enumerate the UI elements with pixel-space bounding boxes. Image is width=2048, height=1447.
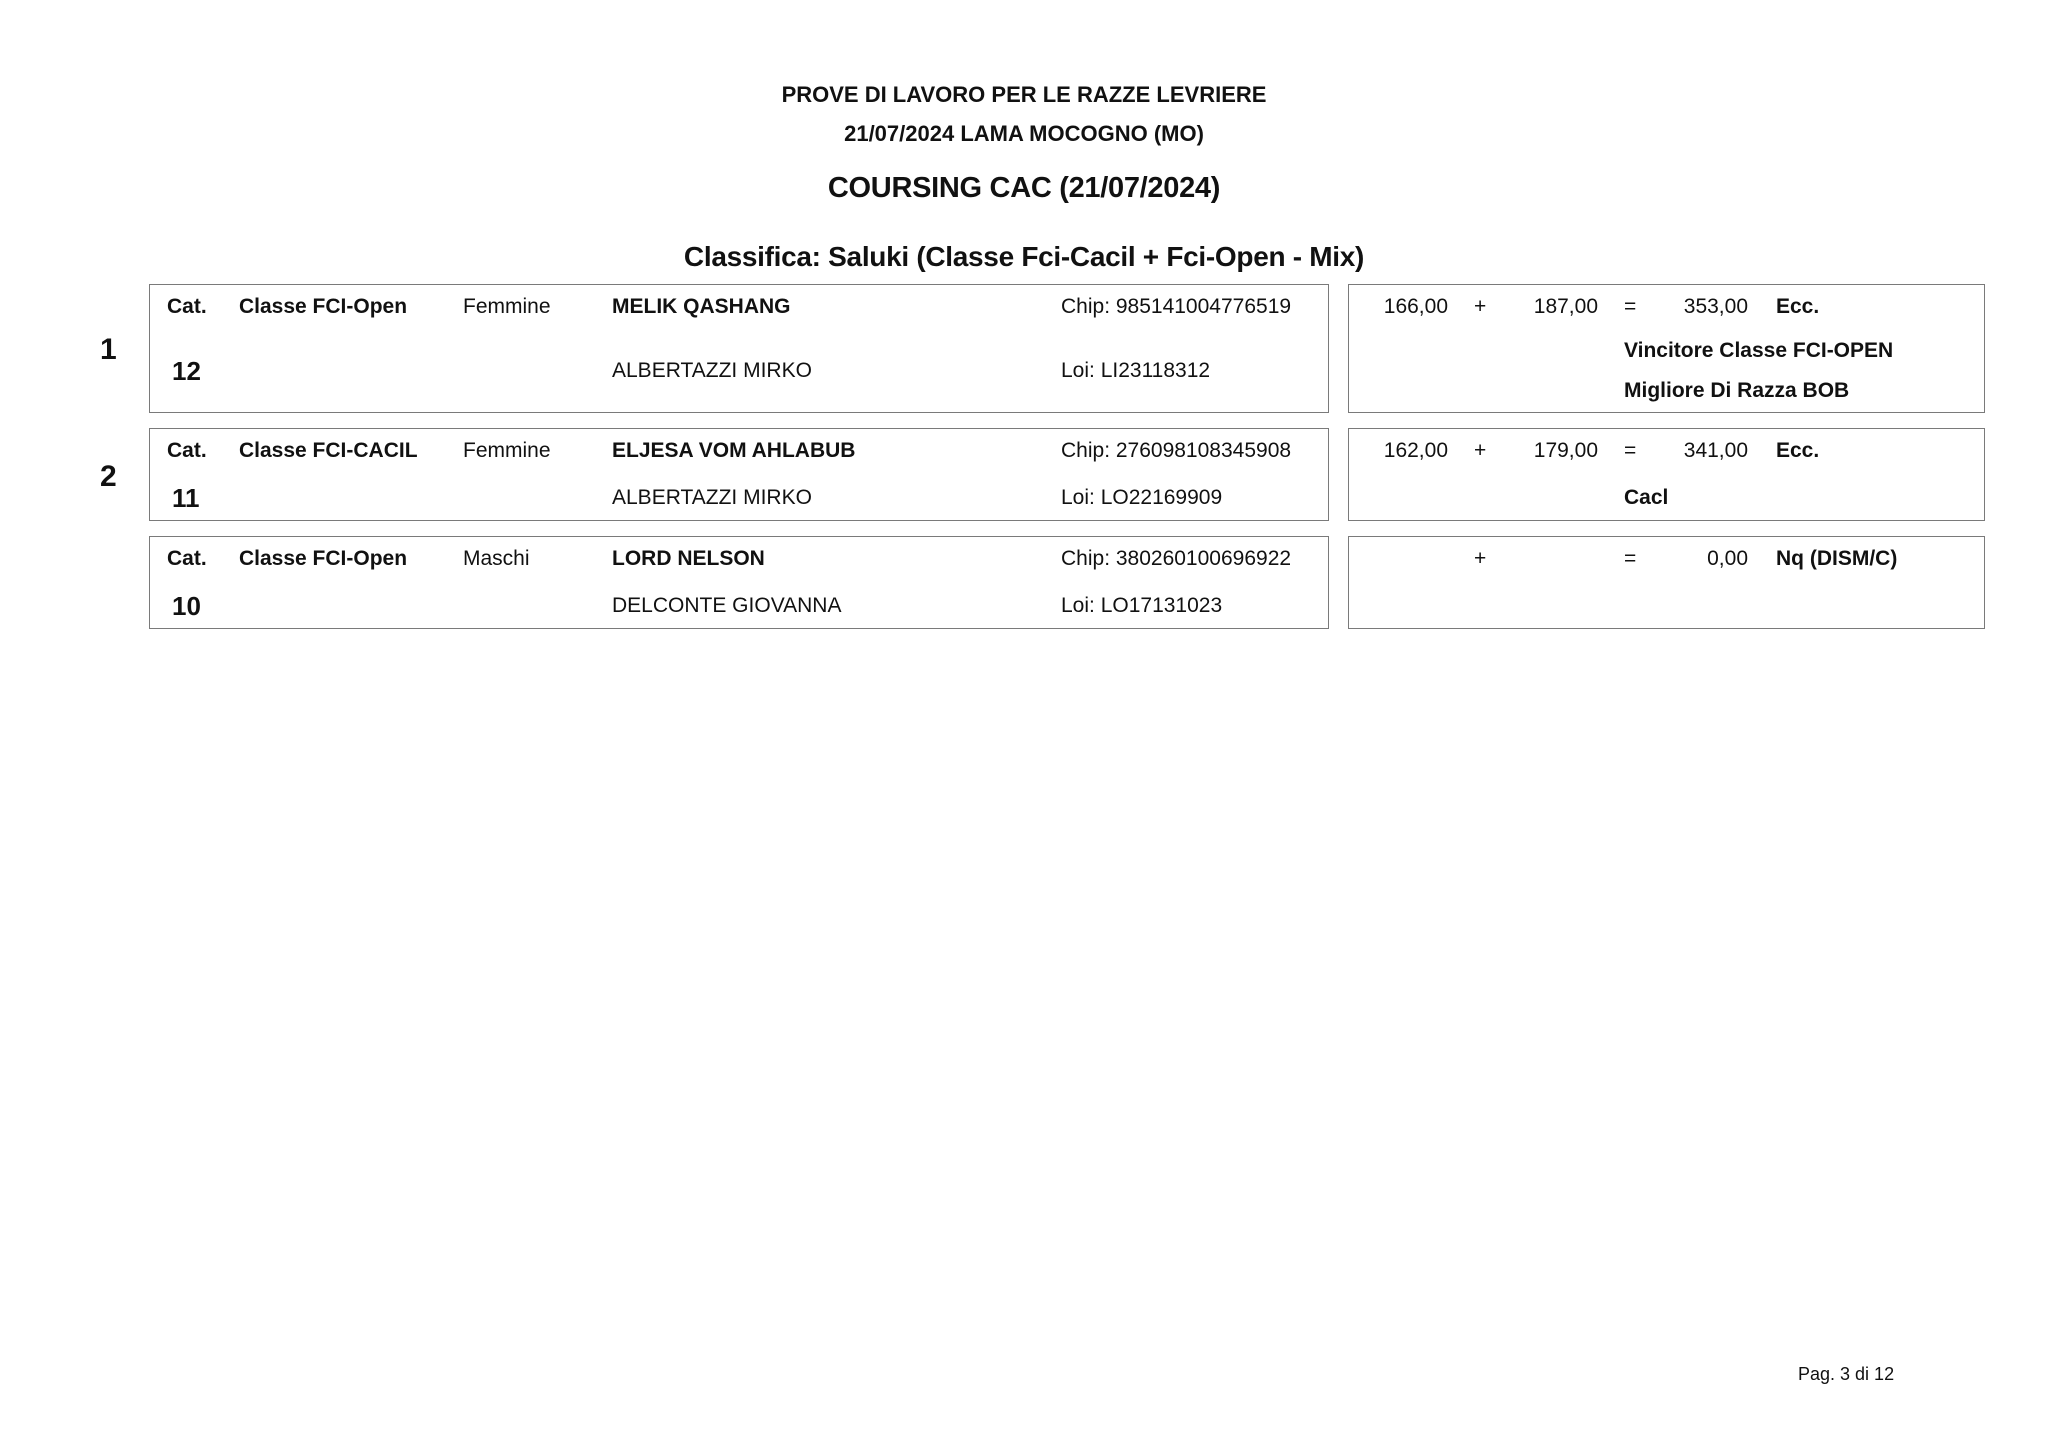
cat-label: Cat. (167, 439, 207, 462)
award: Cacl (1624, 486, 1669, 509)
event-date-location: 21/07/2024 LAMA MOCOGNO (MO) (844, 121, 1204, 146)
score-1: 166,00 (1383, 295, 1448, 318)
cat-label: Cat. (167, 547, 207, 570)
loi-number: Loi: LO17131023 (1061, 594, 1223, 617)
ranking-title: Classifica: Saluki (Classe Fci-Cacil + Fci-Open - Mix) (683, 241, 1365, 272)
chip-number: Chip: 380260100696922 (1061, 547, 1292, 570)
owner-name: ALBERTAZZI MIRKO (612, 359, 812, 382)
award: Migliore Di Razza BOB (1624, 379, 1850, 402)
chip-number: Chip: 276098108345908 (1061, 439, 1292, 462)
owner-name: ALBERTAZZI MIRKO (612, 486, 812, 509)
loi-number: Loi: LO22169909 (1061, 486, 1223, 509)
total-score: 0,00 (1707, 547, 1748, 570)
catalog-number: 11 (172, 483, 200, 513)
page-number: Pag. 3 di 12 (1798, 1364, 1895, 1384)
grade: Nq (DISM/C) (1776, 547, 1898, 570)
score-box (1348, 428, 1985, 521)
dog-info-box (149, 428, 1329, 521)
sex: Maschi (463, 547, 530, 570)
class-name: Classe FCI-CACIL (239, 439, 418, 462)
grade: Ecc. (1776, 295, 1820, 318)
score-2: 179,00 (1533, 439, 1598, 462)
total-score: 341,00 (1683, 439, 1748, 462)
score-2: 187,00 (1533, 295, 1598, 318)
catalog-number: 12 (172, 356, 201, 386)
equals-sign: = (1624, 295, 1637, 318)
dog-name: LORD NELSON (612, 547, 765, 570)
grade: Ecc. (1776, 439, 1820, 462)
event-name: COURSING CAC (21/07/2024) (827, 172, 1221, 204)
score-box (1348, 536, 1985, 629)
score-1: 162,00 (1383, 439, 1448, 462)
equals-sign: = (1624, 439, 1637, 462)
rank-position: 2 (100, 460, 117, 493)
score-box (1348, 284, 1985, 413)
owner-name: DELCONTE GIOVANNA (612, 594, 842, 617)
chip-number: Chip: 985141004776519 (1061, 295, 1292, 318)
cat-label: Cat. (167, 295, 207, 318)
class-name: Classe FCI-Open (239, 547, 408, 570)
document-title: PROVE DI LAVORO PER LE RAZZE LEVRIERE (781, 82, 1267, 107)
award: Vincitore Classe FCI-OPEN (1624, 339, 1894, 362)
plus-sign: + (1474, 439, 1487, 462)
sex: Femmine (463, 439, 551, 462)
sex: Femmine (463, 295, 551, 318)
dog-name: MELIK QASHANG (612, 295, 791, 318)
dog-info-box (149, 536, 1329, 629)
plus-sign: + (1474, 295, 1487, 318)
dog-info-box (149, 284, 1329, 413)
catalog-number: 10 (172, 591, 201, 621)
rank-position: 1 (100, 333, 117, 366)
equals-sign: = (1624, 547, 1637, 570)
loi-number: Loi: LI23118312 (1061, 359, 1211, 382)
plus-sign: + (1474, 547, 1487, 570)
total-score: 353,00 (1683, 295, 1748, 318)
dog-name: ELJESA VOM AHLABUB (612, 439, 856, 462)
class-name: Classe FCI-Open (239, 295, 408, 318)
